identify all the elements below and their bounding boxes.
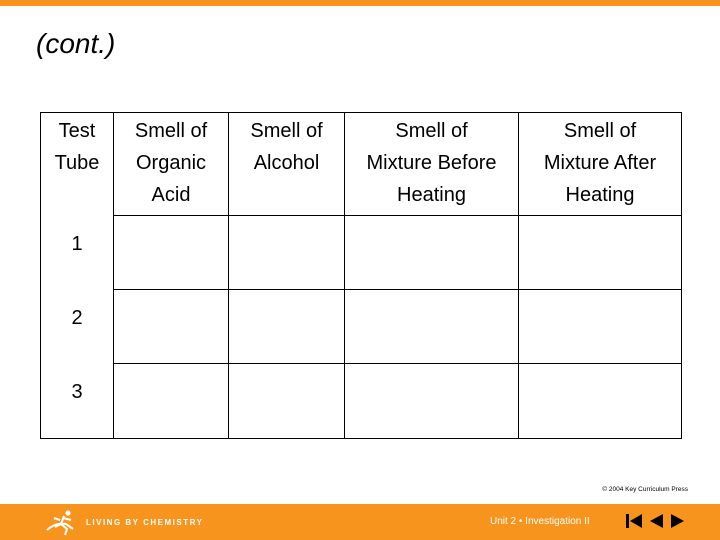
logo-text: LIVING BY CHEMISTRY bbox=[86, 517, 204, 527]
table-row bbox=[41, 290, 682, 364]
header-smell-before-heating bbox=[345, 113, 519, 216]
table-cell bbox=[519, 364, 682, 439]
copyright-notice: © 2004 Key Curriculum Press bbox=[602, 486, 688, 493]
table-cell bbox=[114, 216, 229, 290]
header-line: Smell of bbox=[395, 120, 468, 142]
table-row bbox=[41, 216, 682, 290]
table-cell bbox=[345, 364, 519, 439]
header-line: Organic bbox=[135, 152, 207, 174]
table-cell bbox=[229, 290, 345, 364]
header-row bbox=[41, 113, 682, 216]
slide-title: (cont.) bbox=[36, 28, 116, 59]
table-cell bbox=[229, 216, 345, 290]
runner-icon bbox=[44, 508, 82, 536]
row-label: 3 bbox=[71, 380, 83, 403]
slide-navigation bbox=[626, 514, 686, 528]
header-test-tube bbox=[41, 113, 114, 216]
table-cell bbox=[114, 290, 229, 364]
unit-label: Unit 2 • Investigation II bbox=[490, 516, 590, 527]
header-line: Acid bbox=[151, 184, 191, 206]
table-cell bbox=[345, 216, 519, 290]
first-slide-icon[interactable] bbox=[626, 514, 642, 528]
table-cell bbox=[114, 364, 229, 439]
header-line: Test bbox=[58, 120, 96, 142]
header-line: Heating bbox=[565, 184, 635, 206]
header-line: Mixture After bbox=[543, 152, 657, 174]
header-line: Tube bbox=[54, 152, 100, 174]
table-cell bbox=[229, 364, 345, 439]
footer-bar bbox=[0, 504, 720, 540]
table-row bbox=[41, 364, 682, 439]
row-label: 2 bbox=[71, 306, 83, 329]
header-smell-alcohol bbox=[229, 113, 345, 216]
header-smell-after-heating bbox=[519, 113, 682, 216]
table-cell bbox=[519, 216, 682, 290]
header-line: Alcohol bbox=[253, 152, 320, 174]
next-slide-icon[interactable] bbox=[670, 514, 686, 528]
header-line: Heating bbox=[397, 184, 466, 206]
header-line: Mixture Before bbox=[366, 152, 497, 174]
table-cell bbox=[345, 290, 519, 364]
data-table bbox=[40, 112, 682, 439]
header-line: Smell of bbox=[250, 120, 323, 142]
header-line: Smell of bbox=[563, 120, 637, 142]
table-cell bbox=[519, 290, 682, 364]
header-smell-organic-acid bbox=[114, 113, 229, 216]
row-label: 1 bbox=[71, 232, 83, 255]
top-accent-bar bbox=[0, 0, 720, 6]
living-by-chemistry-logo bbox=[44, 508, 203, 536]
previous-slide-icon[interactable] bbox=[648, 514, 664, 528]
header-line: Smell of bbox=[134, 120, 208, 142]
